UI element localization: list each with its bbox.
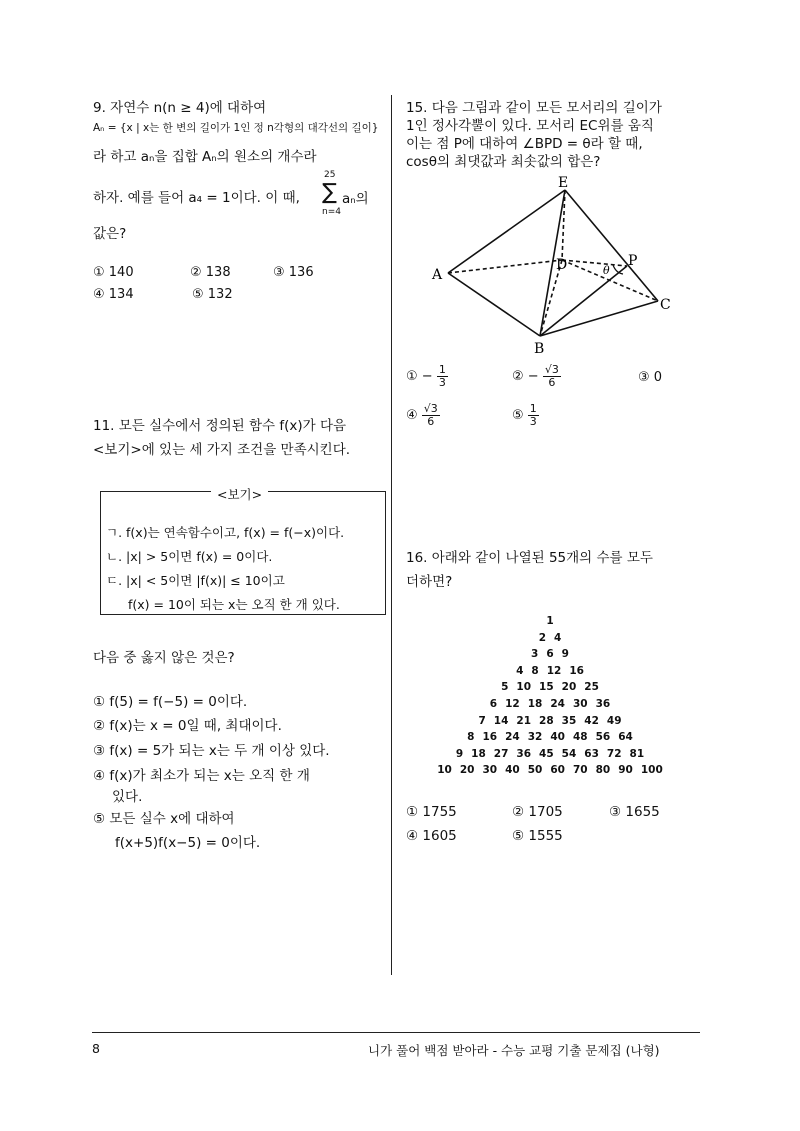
triangle-number: 8 bbox=[531, 664, 539, 677]
triangle-number: 30 bbox=[482, 764, 498, 777]
q9-line2: Aₙ = {x | x는 한 변의 길이가 1인 정 n각형의 대각선의 길이} bbox=[93, 122, 379, 134]
triangle-row bbox=[406, 746, 694, 763]
triangle-row bbox=[406, 630, 694, 647]
q16-option-3[interactable]: ③ 1655 bbox=[609, 804, 660, 820]
q16-line1: 16. 아래와 같이 나열된 55개의 수를 모두 bbox=[406, 550, 653, 566]
triangle-number: 63 bbox=[584, 747, 599, 760]
q15-option-2-fraction: $\frac{√3}{6}$ bbox=[544, 363, 559, 389]
triangle-number: 4 bbox=[554, 631, 562, 644]
pyramid-figure bbox=[420, 170, 690, 360]
triangle-number: 49 bbox=[606, 714, 622, 727]
triangle-number: 70 bbox=[572, 764, 588, 777]
label-theta: θ bbox=[603, 264, 610, 277]
q15-option-1-mark: ① bbox=[406, 369, 418, 384]
triangle-number: 10 bbox=[516, 681, 532, 694]
q15-option-5-mark: ⑤ bbox=[512, 408, 524, 423]
q9-option-1[interactable]: ① 140 bbox=[93, 265, 134, 280]
q15-option-2[interactable] bbox=[512, 364, 561, 389]
triangle-row bbox=[406, 646, 694, 663]
bogi-item-2: ㄴ. |x| > 5이면 f(x) = 0이다. bbox=[106, 549, 273, 564]
label-D: D bbox=[556, 257, 568, 273]
q11-option-4-cont: 있다. bbox=[112, 789, 143, 805]
triangle-row bbox=[406, 729, 694, 746]
bogi-item-1: ㄱ. f(x)는 연속함수이고, f(x) = f(−x)이다. bbox=[106, 525, 345, 540]
q9-sum-bottom: n=4 bbox=[322, 207, 341, 217]
q9-line5: 값은? bbox=[93, 226, 127, 242]
triangle-number: 18 bbox=[471, 747, 486, 760]
triangle-row bbox=[406, 713, 694, 730]
q9-sum-term: aₙ의 bbox=[342, 191, 369, 207]
q9-line1: 9. 자연수 n(n ≥ 4)에 대하여 bbox=[93, 100, 267, 116]
triangle-number: 18 bbox=[527, 697, 543, 710]
q16-line2: 더하면? bbox=[406, 574, 453, 590]
triangle-number: 12 bbox=[546, 664, 562, 677]
triangle-number: 54 bbox=[561, 747, 577, 760]
q16-option-1[interactable]: ① 1755 bbox=[406, 804, 457, 820]
bogi-item-3: ㄷ. |x| < 5이면 |f(x)| ≤ 10이고 bbox=[106, 573, 285, 588]
triangle-number: 28 bbox=[539, 714, 554, 727]
triangle-number: 4 bbox=[516, 664, 524, 677]
triangle-number: 72 bbox=[606, 747, 622, 760]
triangle-number: 80 bbox=[595, 764, 611, 777]
triangle-number: 1 bbox=[546, 615, 554, 627]
triangle-number: 9 bbox=[455, 747, 464, 760]
triangle-number: 81 bbox=[629, 747, 645, 760]
q16-option-2[interactable]: ② 1705 bbox=[512, 804, 563, 820]
triangle-number: 7 bbox=[478, 714, 486, 727]
triangle-number: 6 bbox=[489, 697, 498, 710]
label-A: A bbox=[432, 267, 443, 283]
triangle-number: 48 bbox=[572, 731, 588, 744]
q11-option-2[interactable]: ② f(x)는 x = 0일 때, 최대이다. bbox=[93, 718, 282, 734]
triangle-number: 30 bbox=[572, 697, 588, 710]
triangle-number: 64 bbox=[618, 731, 633, 744]
number-triangle bbox=[406, 613, 694, 777]
q15-option-2-mark: ② bbox=[512, 369, 524, 384]
triangle-number: 24 bbox=[550, 697, 565, 710]
triangle-number: 10 bbox=[437, 764, 452, 777]
triangle-number: 2 bbox=[538, 631, 546, 644]
q15-option-2-sign: − bbox=[527, 369, 539, 384]
q15-option-1-sign: − bbox=[421, 369, 433, 384]
triangle-row bbox=[406, 696, 694, 713]
q15-line2: 1인 정사각뿔이 있다. 모서리 EC위를 움직 bbox=[406, 118, 654, 134]
q9-sum-top: 25 bbox=[324, 170, 336, 180]
q9-option-4[interactable]: ④ 134 bbox=[93, 287, 134, 302]
bogi-item-3-cont: f(x) = 10이 되는 x는 오직 한 개 있다. bbox=[128, 597, 340, 612]
triangle-number: 35 bbox=[561, 714, 577, 727]
triangle-number: 14 bbox=[493, 714, 509, 727]
triangle-number: 9 bbox=[561, 648, 569, 661]
q9-option-5[interactable]: ⑤ 132 bbox=[192, 287, 233, 302]
q16-option-4[interactable]: ④ 1605 bbox=[406, 828, 457, 844]
book-title: 니가 풀어 백점 받아라 - 수능 교평 기출 문제집 (나형) bbox=[368, 1043, 660, 1058]
q15-option-5[interactable] bbox=[512, 403, 539, 428]
q11-option-5[interactable]: ⑤ 모든 실수 x에 대하여 bbox=[93, 811, 235, 827]
triangle-number: 16 bbox=[482, 731, 498, 744]
label-P: P bbox=[628, 253, 638, 269]
triangle-number: 100 bbox=[640, 764, 663, 777]
page-number: 8 bbox=[92, 1041, 100, 1056]
triangle-number: 20 bbox=[561, 681, 577, 694]
footer-rule bbox=[92, 1032, 700, 1033]
triangle-number: 24 bbox=[505, 731, 520, 744]
q15-option-4-fraction: $\frac{√3}{6}$ bbox=[423, 402, 438, 428]
triangle-number: 6 bbox=[546, 648, 554, 661]
triangle-row bbox=[406, 762, 694, 779]
triangle-number: 25 bbox=[584, 681, 599, 694]
triangle-number: 21 bbox=[516, 714, 532, 727]
triangle-number: 90 bbox=[618, 764, 633, 777]
triangle-number: 40 bbox=[505, 764, 520, 777]
triangle-number: 42 bbox=[584, 714, 599, 727]
triangle-number: 40 bbox=[550, 731, 565, 744]
triangle-number: 12 bbox=[505, 697, 520, 710]
q15-line3: 이는 점 P에 대하여 ∠BPD = θ라 할 때, bbox=[406, 136, 643, 152]
column-divider bbox=[391, 95, 392, 975]
q9-option-2[interactable]: ② 138 bbox=[190, 265, 231, 280]
triangle-number: 36 bbox=[516, 747, 532, 760]
triangle-row bbox=[406, 613, 694, 630]
q11-option-4[interactable]: ④ f(x)가 최소가 되는 x는 오직 한 개 bbox=[93, 768, 310, 784]
label-C: C bbox=[660, 297, 671, 313]
bogi-title: <보기> bbox=[211, 485, 268, 503]
q11-line2: <보기>에 있는 세 가지 조건을 만족시킨다. bbox=[93, 442, 351, 458]
triangle-number: 20 bbox=[459, 764, 475, 777]
q16-option-5[interactable]: ⑤ 1555 bbox=[512, 828, 563, 844]
triangle-number: 15 bbox=[539, 681, 554, 694]
q15-option-5-fraction: $\frac{1}{3}$ bbox=[529, 402, 537, 428]
q15-option-4[interactable] bbox=[406, 403, 440, 428]
q15-option-1[interactable] bbox=[406, 364, 448, 389]
triangle-row bbox=[406, 679, 694, 696]
q15-option-4-mark: ④ bbox=[406, 408, 418, 423]
triangle-number: 16 bbox=[569, 664, 584, 677]
triangle-number: 27 bbox=[493, 747, 509, 760]
q9-line3: 라 하고 aₙ을 집합 Aₙ의 원소의 개수라 bbox=[93, 149, 317, 165]
triangle-number: 45 bbox=[539, 747, 554, 760]
q15-option-1-fraction: $\frac{1}{3}$ bbox=[438, 363, 446, 389]
triangle-number: 3 bbox=[531, 648, 539, 661]
triangle-number: 36 bbox=[595, 697, 611, 710]
triangle-number: 60 bbox=[550, 764, 565, 777]
q15-option-3[interactable]: ③ 0 bbox=[638, 370, 663, 385]
triangle-number: 56 bbox=[595, 731, 611, 744]
q9-line4: 하자. 예를 들어 a₄ = 1이다. 이 때, bbox=[93, 190, 300, 206]
label-B: B bbox=[534, 341, 545, 357]
q11-option-1[interactable]: ① f(5) = f(−5) = 0이다. bbox=[93, 694, 248, 710]
q15-line1: 15. 다음 그림과 같이 모든 모서리의 길이가 bbox=[406, 100, 662, 116]
triangle-number: 5 bbox=[501, 681, 509, 694]
q11-option-3[interactable]: ③ f(x) = 5가 되는 x는 두 개 이상 있다. bbox=[93, 743, 330, 759]
q11-line1: 11. 모든 실수에서 정의된 함수 f(x)가 다음 bbox=[93, 418, 347, 434]
q9-sum-symbol: ∑ bbox=[322, 180, 337, 205]
q15-line4: cosθ의 최댓값과 최솟값의 합은? bbox=[406, 154, 601, 170]
q11-question: 다음 중 옳지 않은 것은? bbox=[93, 650, 235, 666]
triangle-number: 8 bbox=[467, 731, 475, 744]
q11-option-5-cont: f(x+5)f(x−5) = 0이다. bbox=[115, 835, 261, 851]
triangle-number: 32 bbox=[527, 731, 543, 744]
triangle-number: 50 bbox=[527, 764, 543, 777]
label-E: E bbox=[558, 175, 569, 191]
q9-option-3[interactable]: ③ 136 bbox=[273, 265, 314, 280]
triangle-row bbox=[406, 663, 694, 680]
